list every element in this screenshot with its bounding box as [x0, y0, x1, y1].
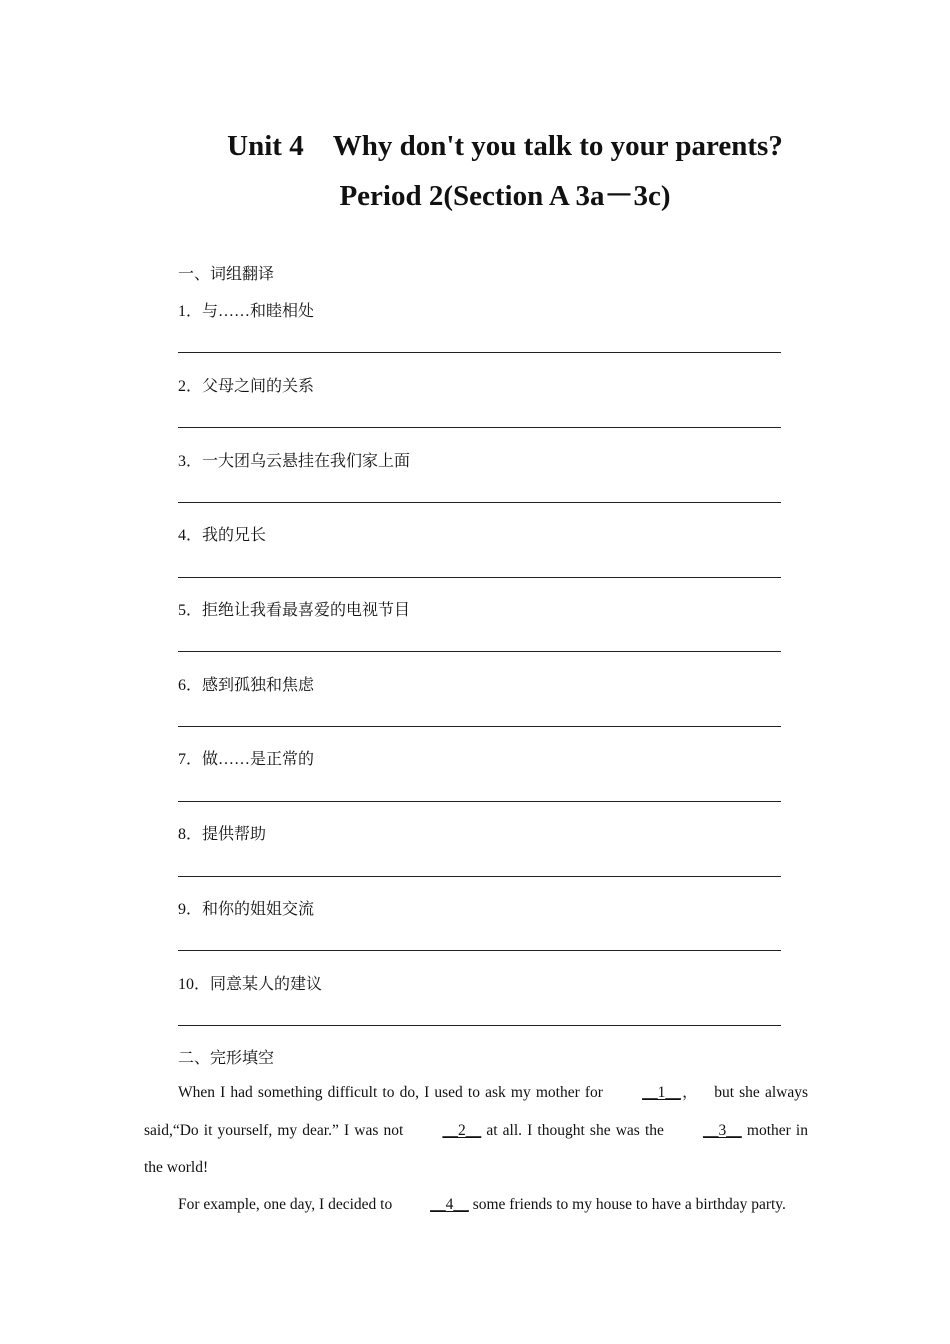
answer-line[interactable] — [178, 577, 781, 578]
vocab-item: 4．我的兄长 — [178, 527, 267, 544]
answer-line[interactable] — [178, 352, 781, 353]
answer-line[interactable] — [178, 502, 781, 503]
page-subtitle: Period 2(Section A 3a－3c) — [339, 180, 671, 212]
vocab-item: 6．感到孤独和焦虑 — [178, 677, 315, 694]
answer-line[interactable] — [178, 1025, 781, 1026]
section-heading-vocabulary: 一、词组翻译 — [178, 266, 275, 283]
answer-line[interactable] — [178, 801, 781, 802]
answer-line[interactable] — [178, 427, 781, 428]
cloze-blank[interactable]: __2__ — [442, 1121, 482, 1139]
vocab-item: 1．与……和睦相处 — [178, 303, 315, 320]
answer-line[interactable] — [178, 950, 781, 951]
vocab-item: 7．做……是正常的 — [178, 751, 315, 768]
vocab-item: 10．同意某人的建议 — [178, 976, 323, 993]
cloze-blank[interactable]: __4__ — [430, 1196, 469, 1213]
cloze-blank[interactable]: __1__ — [642, 1084, 681, 1101]
answer-line[interactable] — [178, 876, 781, 877]
vocab-item: 5．拒绝让我看最喜爱的电视节目 — [178, 602, 411, 619]
cloze-blank[interactable]: __3__ — [703, 1121, 742, 1139]
vocab-item: 8．提供帮助 — [178, 826, 267, 843]
section-heading-cloze: 二、完形填空 — [178, 1050, 275, 1067]
vocab-item: 2．父母之间的关系 — [178, 378, 315, 395]
cloze-paragraph: When I had something difficult to do, I used to ask my mother for __1__， but she always said,“Do it yourself, my dear.” I was not __2__ at all. I thought she was the __3__ mother in the world! — [144, 1074, 808, 1187]
vocab-item: 3．一大团乌云悬挂在我们家上面 — [178, 453, 411, 470]
answer-line[interactable] — [178, 726, 781, 727]
cloze-paragraph: For example, one day, I decided to __4__ some friends to my house to have a birthday party. — [144, 1186, 808, 1224]
page-title: Unit 4 Why don't you talk to your parents? — [227, 130, 783, 162]
answer-line[interactable] — [178, 651, 781, 652]
vocab-item: 9．和你的姐姐交流 — [178, 901, 315, 918]
